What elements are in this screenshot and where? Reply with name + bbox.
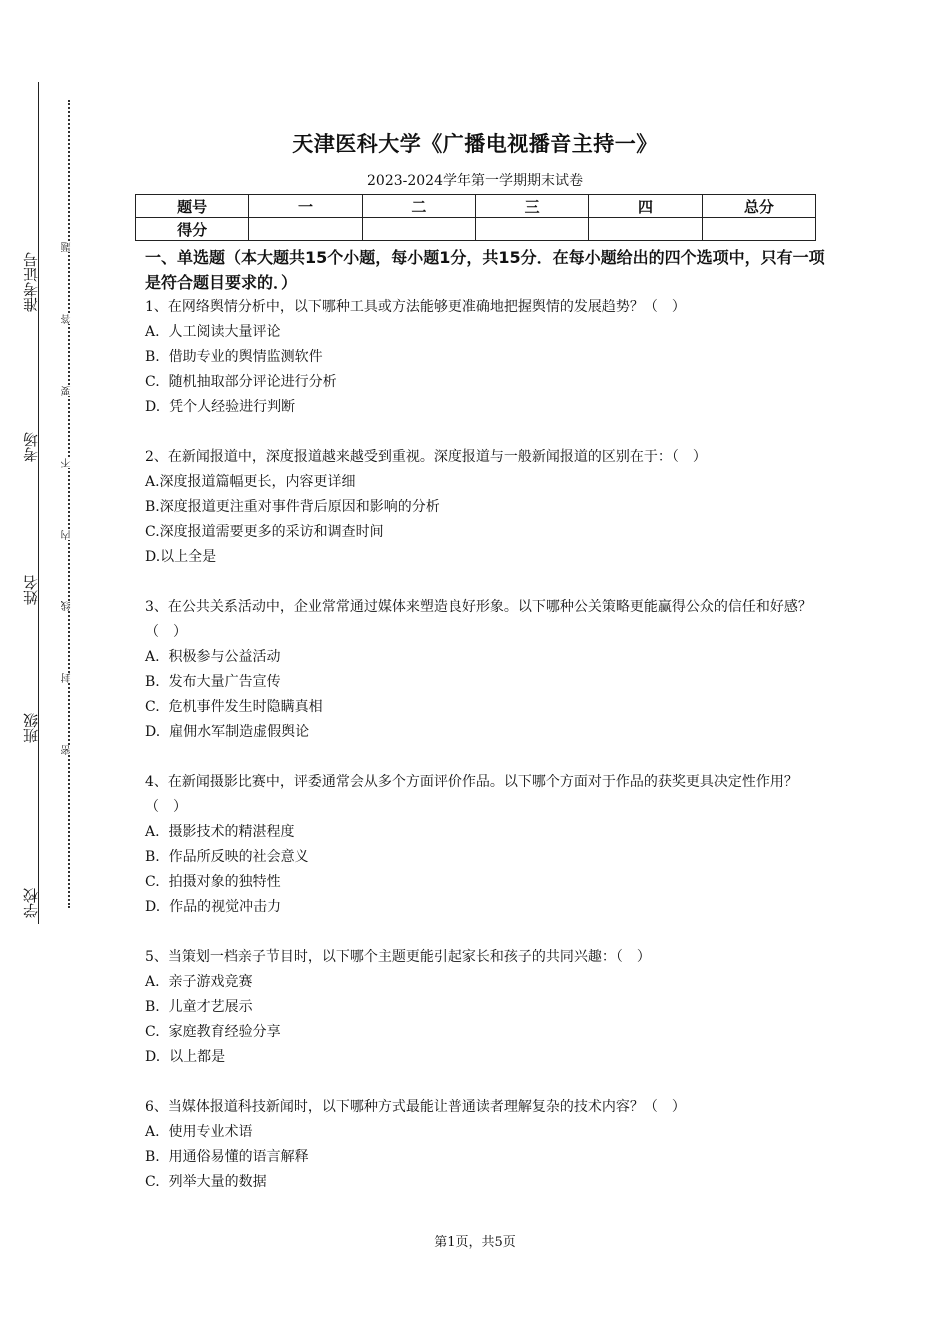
score-cell[interactable] (249, 218, 362, 241)
question-stem: 4、在新闻摄影比赛中，评委通常会从多个方面评价作品。以下哪个方面对于作品的获奖更具决定性作用？（ ） (145, 774, 798, 815)
question-stem: 5、当策划一档亲子节目时，以下哪个主题更能引起家长和孩子的共同兴趣：（ ） (145, 949, 651, 965)
question-item (145, 445, 815, 570)
question-stem: 1、在网络舆情分析中，以下哪种工具或方法能够更准确地把握舆情的发展趋势？（ ） (145, 299, 686, 315)
score-table-header-row (136, 195, 816, 218)
seal-dotted-line (68, 100, 70, 908)
question-stem: 3、在公共关系活动中，企业常常通过媒体来塑造良好形象。以下哪种公关策略更能赢得公众的信任和好感？（ ） (145, 599, 812, 640)
question-option: C.深度报道需要更多的采访和调查时间 (145, 524, 384, 540)
question-option: C. 随机抽取部分评论进行分析 (145, 374, 337, 390)
exam-number-label: 准考证号 (22, 252, 40, 312)
question-option: A. 人工阅读大量评论 (145, 324, 281, 340)
question-stem: 6、当媒体报道科技新闻时，以下哪种方式最能让普通读者理解复杂的技术内容？（ ） (145, 1099, 686, 1115)
question-item (145, 1095, 815, 1195)
question-item (145, 295, 815, 420)
exam-title: 天津医科大学《广播电视播音主持一》 (292, 132, 658, 156)
question-option: A. 亲子游戏竞赛 (145, 974, 253, 990)
question-option: B. 借助专业的舆情监测软件 (145, 349, 323, 365)
score-header-cell: 总分 (702, 195, 815, 218)
question-option: B. 儿童才艺展示 (145, 999, 253, 1015)
question-option: B. 发布大量广告宣传 (145, 674, 281, 690)
exam-room-label: 考场 (22, 432, 40, 462)
student-name-label: 姓名 (22, 575, 40, 605)
question-option: C. 家庭教育经验分享 (145, 1024, 281, 1040)
seal-warning-char: 密 (62, 745, 73, 755)
question-option: D. 凭个人经验进行判断 (145, 399, 296, 415)
question-item (145, 595, 815, 745)
question-option: C. 拍摄对象的独特性 (145, 874, 281, 890)
question-option: A.深度报道篇幅更长，内容更详细 (145, 474, 356, 490)
question-option: D. 雇佣水军制造虚假舆论 (145, 724, 310, 740)
score-header-cell: 题号 (136, 195, 249, 218)
seal-warning-char: 封 (62, 673, 73, 683)
school-label: 学校 (22, 888, 40, 918)
score-header-cell: 四 (589, 195, 702, 218)
question-option: A. 使用专业术语 (145, 1124, 253, 1140)
score-row-label: 得分 (136, 218, 249, 241)
score-cell[interactable] (702, 218, 815, 241)
binding-line (38, 82, 39, 924)
score-header-cell: 三 (475, 195, 588, 218)
question-option: C. 列举大量的数据 (145, 1174, 267, 1190)
score-header-cell: 一 (249, 195, 362, 218)
score-cell[interactable] (475, 218, 588, 241)
question-option: A. 积极参与公益活动 (145, 649, 281, 665)
seal-warning-char: 题 (62, 242, 73, 252)
score-cell[interactable] (589, 218, 702, 241)
question-item (145, 770, 815, 920)
class-label: 班级 (22, 713, 40, 743)
seal-warning-char: 答 (62, 314, 73, 324)
question-stem: 2、在新闻报道中，深度报道越来越受到重视。深度报道与一般新闻报道的区别在于：（ ） (145, 449, 707, 465)
score-cell[interactable] (362, 218, 475, 241)
question-item (145, 945, 815, 1070)
seal-warning-char: 要 (62, 386, 73, 396)
exam-subtitle: 2023-2024学年第一学期期末试卷 (367, 173, 583, 189)
page-number: 第1页，共5页 (434, 1235, 516, 1250)
score-table (135, 194, 816, 241)
score-header-cell: 二 (362, 195, 475, 218)
seal-warning-char: 不 (62, 458, 73, 468)
seal-warning-char: 线 (62, 601, 73, 611)
question-option: B.深度报道更注重对事件背后原因和影响的分析 (145, 499, 440, 515)
question-option: D.以上全是 (145, 549, 217, 565)
questions-list (145, 295, 815, 1220)
question-option: C. 危机事件发生时隐瞒真相 (145, 699, 323, 715)
score-table-score-row (136, 218, 816, 241)
section-heading: 一、单选题（本大题共15个小题，每小题1分，共15分．在每小题给出的四个选项中，只有一项是符合题目要求的．） (145, 248, 825, 292)
question-option: D. 作品的视觉冲击力 (145, 899, 282, 915)
question-option: B. 用通俗易懂的语言解释 (145, 1149, 309, 1165)
question-option: A. 摄影技术的精湛程度 (145, 824, 295, 840)
question-option: B. 作品所反映的社会意义 (145, 849, 309, 865)
seal-warning-char: 内 (62, 530, 73, 540)
question-option: D. 以上都是 (145, 1049, 226, 1065)
